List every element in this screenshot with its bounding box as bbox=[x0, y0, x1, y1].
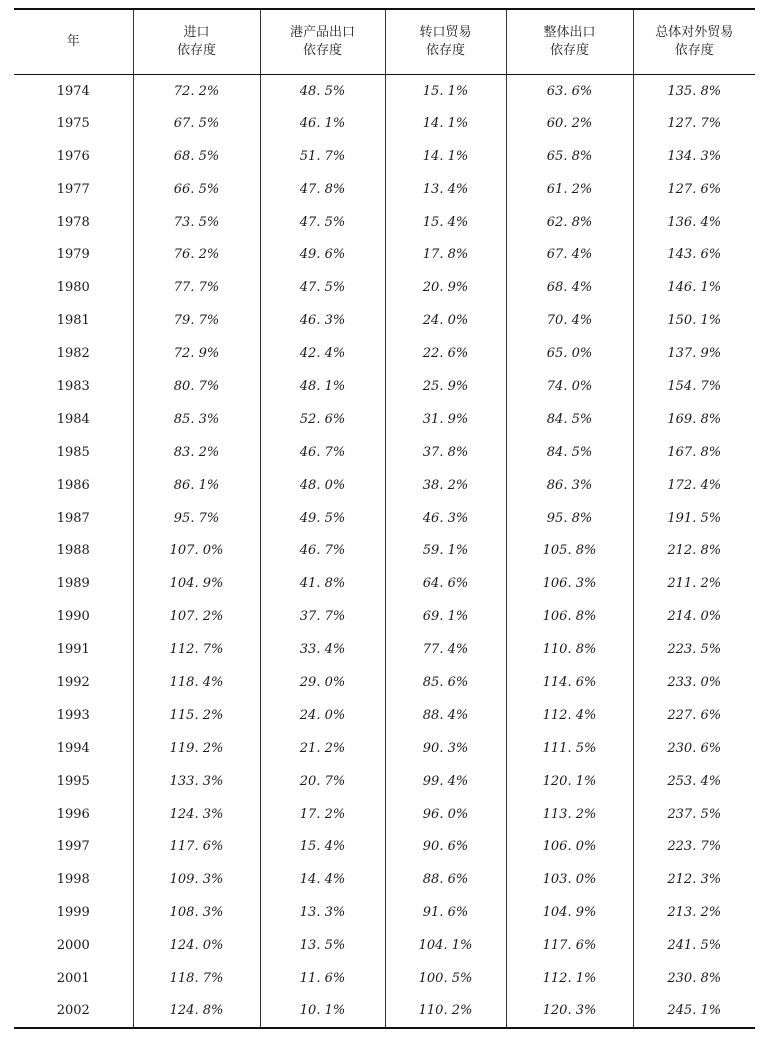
value-cell: 212. 3% bbox=[633, 863, 755, 896]
value-cell: 227. 6% bbox=[633, 699, 755, 732]
value-cell: 51. 7% bbox=[260, 140, 385, 173]
value-cell: 69. 1% bbox=[385, 600, 506, 633]
year-cell: 1975 bbox=[56, 115, 90, 131]
value-cell: 150. 1% bbox=[633, 304, 755, 337]
value-cell: 90. 3% bbox=[385, 732, 506, 765]
value-cell: 230. 6% bbox=[633, 732, 755, 765]
value-cell: 14. 4% bbox=[260, 863, 385, 896]
value-cell: 85. 3% bbox=[133, 403, 260, 436]
value-cell: 76. 2% bbox=[133, 238, 260, 271]
value-cell: 112. 1% bbox=[506, 962, 633, 995]
value-cell: 68. 5% bbox=[133, 140, 260, 173]
value-cell: 237. 5% bbox=[633, 798, 755, 831]
value-cell: 17. 8% bbox=[385, 238, 506, 271]
value-cell: 109. 3% bbox=[133, 863, 260, 896]
value-cell: 169. 8% bbox=[633, 403, 755, 436]
value-cell: 105. 8% bbox=[506, 534, 633, 567]
value-cell: 48. 0% bbox=[260, 469, 385, 502]
value-cell: 84. 5% bbox=[506, 403, 633, 436]
header-total-export-line-2: 依存度 bbox=[549, 42, 589, 58]
value-cell: 66. 5% bbox=[133, 173, 260, 206]
value-cell: 42. 4% bbox=[260, 337, 385, 370]
value-cell: 84. 5% bbox=[506, 436, 633, 469]
table-row bbox=[14, 534, 755, 567]
value-cell: 47. 5% bbox=[260, 271, 385, 304]
value-cell: 15. 4% bbox=[260, 830, 385, 863]
value-cell: 119. 2% bbox=[133, 732, 260, 765]
value-cell: 112. 4% bbox=[506, 699, 633, 732]
value-cell: 52. 6% bbox=[260, 403, 385, 436]
header-import bbox=[133, 9, 260, 74]
table-row bbox=[14, 600, 755, 633]
table-row bbox=[14, 995, 755, 1028]
value-cell: 103. 0% bbox=[506, 863, 633, 896]
value-cell: 104. 1% bbox=[385, 929, 506, 962]
value-cell: 106. 3% bbox=[506, 567, 633, 600]
value-cell: 96. 0% bbox=[385, 798, 506, 831]
value-cell: 74. 0% bbox=[506, 370, 633, 403]
value-cell: 14. 1% bbox=[385, 140, 506, 173]
table-row bbox=[14, 107, 755, 140]
value-cell: 31. 9% bbox=[385, 403, 506, 436]
value-cell: 112. 7% bbox=[133, 633, 260, 666]
value-cell: 86. 3% bbox=[506, 469, 633, 502]
header-total-trade-line-1: 总体对外贸易 bbox=[655, 24, 734, 40]
value-cell: 113. 2% bbox=[506, 798, 633, 831]
value-cell: 223. 7% bbox=[633, 830, 755, 863]
value-cell: 13. 5% bbox=[260, 929, 385, 962]
value-cell: 127. 6% bbox=[633, 173, 755, 206]
year-cell: 1985 bbox=[56, 444, 90, 460]
value-cell: 48. 5% bbox=[260, 74, 385, 107]
table-body bbox=[14, 74, 755, 1028]
value-cell: 211. 2% bbox=[633, 567, 755, 600]
header-reexport bbox=[385, 9, 506, 74]
value-cell: 61. 2% bbox=[506, 173, 633, 206]
value-cell: 11. 6% bbox=[260, 962, 385, 995]
value-cell: 73. 5% bbox=[133, 206, 260, 239]
value-cell: 95. 7% bbox=[133, 502, 260, 535]
header-total-export bbox=[506, 9, 633, 74]
value-cell: 10. 1% bbox=[260, 995, 385, 1028]
value-cell: 191. 5% bbox=[633, 502, 755, 535]
value-cell: 172. 4% bbox=[633, 469, 755, 502]
value-cell: 13. 4% bbox=[385, 173, 506, 206]
value-cell: 63. 6% bbox=[506, 74, 633, 107]
value-cell: 17. 2% bbox=[260, 798, 385, 831]
header-total-export-line-1: 整体出口 bbox=[543, 24, 596, 40]
table-row bbox=[14, 173, 755, 206]
value-cell: 47. 8% bbox=[260, 173, 385, 206]
value-cell: 108. 3% bbox=[133, 896, 260, 929]
value-cell: 120. 3% bbox=[506, 995, 633, 1028]
value-cell: 137. 9% bbox=[633, 337, 755, 370]
header-year bbox=[14, 9, 133, 74]
value-cell: 46. 7% bbox=[260, 436, 385, 469]
table-row bbox=[14, 206, 755, 239]
value-cell: 15. 4% bbox=[385, 206, 506, 239]
year-cell: 1980 bbox=[56, 280, 90, 296]
year-cell: 1991 bbox=[56, 642, 90, 658]
trade-dependence-table bbox=[14, 8, 755, 1029]
value-cell: 146. 1% bbox=[633, 271, 755, 304]
year-cell: 1979 bbox=[56, 247, 90, 263]
header-reexport-line-1: 转口贸易 bbox=[419, 24, 472, 40]
table-row bbox=[14, 337, 755, 370]
value-cell: 127. 7% bbox=[633, 107, 755, 140]
year-cell: 1981 bbox=[56, 313, 90, 329]
year-cell: 1984 bbox=[56, 411, 90, 427]
header-row bbox=[14, 9, 755, 74]
value-cell: 60. 2% bbox=[506, 107, 633, 140]
year-cell: 1993 bbox=[56, 707, 90, 723]
year-cell: 2000 bbox=[56, 938, 90, 954]
year-cell: 1998 bbox=[56, 872, 90, 888]
value-cell: 38. 2% bbox=[385, 469, 506, 502]
table-row bbox=[14, 403, 755, 436]
value-cell: 22. 6% bbox=[385, 337, 506, 370]
year-cell: 1976 bbox=[56, 148, 90, 164]
value-cell: 37. 8% bbox=[385, 436, 506, 469]
header-year-line-1: 年 bbox=[66, 33, 80, 49]
value-cell: 46. 3% bbox=[260, 304, 385, 337]
value-cell: 49. 6% bbox=[260, 238, 385, 271]
value-cell: 107. 2% bbox=[133, 600, 260, 633]
value-cell: 212. 8% bbox=[633, 534, 755, 567]
value-cell: 104. 9% bbox=[133, 567, 260, 600]
year-cell: 1988 bbox=[56, 543, 90, 559]
table-row bbox=[14, 370, 755, 403]
table-row bbox=[14, 798, 755, 831]
value-cell: 46. 7% bbox=[260, 534, 385, 567]
value-cell: 88. 4% bbox=[385, 699, 506, 732]
value-cell: 65. 8% bbox=[506, 140, 633, 173]
value-cell: 86. 1% bbox=[133, 469, 260, 502]
year-cell: 1994 bbox=[56, 740, 90, 756]
table-row bbox=[14, 765, 755, 798]
value-cell: 115. 2% bbox=[133, 699, 260, 732]
value-cell: 70. 4% bbox=[506, 304, 633, 337]
table-row bbox=[14, 140, 755, 173]
value-cell: 213. 2% bbox=[633, 896, 755, 929]
value-cell: 104. 9% bbox=[506, 896, 633, 929]
value-cell: 77. 7% bbox=[133, 271, 260, 304]
header-reexport-line-2: 依存度 bbox=[425, 42, 465, 58]
header-import-line-2: 依存度 bbox=[176, 42, 216, 58]
year-cell: 1987 bbox=[56, 510, 90, 526]
value-cell: 46. 3% bbox=[385, 502, 506, 535]
value-cell: 107. 0% bbox=[133, 534, 260, 567]
value-cell: 245. 1% bbox=[633, 995, 755, 1028]
value-cell: 62. 8% bbox=[506, 206, 633, 239]
value-cell: 91. 6% bbox=[385, 896, 506, 929]
table-row bbox=[14, 732, 755, 765]
table-row bbox=[14, 929, 755, 962]
value-cell: 124. 3% bbox=[133, 798, 260, 831]
value-cell: 24. 0% bbox=[260, 699, 385, 732]
value-cell: 20. 9% bbox=[385, 271, 506, 304]
value-cell: 24. 0% bbox=[385, 304, 506, 337]
value-cell: 46. 1% bbox=[260, 107, 385, 140]
value-cell: 64. 6% bbox=[385, 567, 506, 600]
table-row bbox=[14, 699, 755, 732]
value-cell: 41. 8% bbox=[260, 567, 385, 600]
table-row bbox=[14, 238, 755, 271]
header-domestic-export-line-1: 港产品出口 bbox=[289, 24, 355, 40]
value-cell: 124. 8% bbox=[133, 995, 260, 1028]
year-cell: 1982 bbox=[56, 346, 90, 362]
table-row bbox=[14, 502, 755, 535]
value-cell: 106. 8% bbox=[506, 600, 633, 633]
value-cell: 48. 1% bbox=[260, 370, 385, 403]
table-header bbox=[14, 9, 755, 74]
value-cell: 124. 0% bbox=[133, 929, 260, 962]
header-total-trade-line-2: 依存度 bbox=[674, 42, 714, 58]
table-row bbox=[14, 74, 755, 107]
value-cell: 118. 4% bbox=[133, 666, 260, 699]
value-cell: 68. 4% bbox=[506, 271, 633, 304]
year-cell: 1978 bbox=[56, 214, 90, 230]
value-cell: 25. 9% bbox=[385, 370, 506, 403]
year-cell: 1974 bbox=[56, 84, 90, 100]
table-row bbox=[14, 896, 755, 929]
value-cell: 21. 2% bbox=[260, 732, 385, 765]
value-cell: 65. 0% bbox=[506, 337, 633, 370]
year-cell: 1996 bbox=[56, 806, 90, 822]
value-cell: 111. 5% bbox=[506, 732, 633, 765]
value-cell: 72. 9% bbox=[133, 337, 260, 370]
value-cell: 167. 8% bbox=[633, 436, 755, 469]
value-cell: 106. 0% bbox=[506, 830, 633, 863]
table-row bbox=[14, 271, 755, 304]
header-total-trade bbox=[633, 9, 755, 74]
value-cell: 99. 4% bbox=[385, 765, 506, 798]
year-cell: 1983 bbox=[56, 378, 90, 394]
value-cell: 13. 3% bbox=[260, 896, 385, 929]
value-cell: 80. 7% bbox=[133, 370, 260, 403]
value-cell: 15. 1% bbox=[385, 74, 506, 107]
value-cell: 230. 8% bbox=[633, 962, 755, 995]
value-cell: 143. 6% bbox=[633, 238, 755, 271]
value-cell: 77. 4% bbox=[385, 633, 506, 666]
table-row bbox=[14, 304, 755, 337]
value-cell: 49. 5% bbox=[260, 502, 385, 535]
table-row bbox=[14, 962, 755, 995]
value-cell: 67. 4% bbox=[506, 238, 633, 271]
table-row bbox=[14, 633, 755, 666]
value-cell: 67. 5% bbox=[133, 107, 260, 140]
value-cell: 135. 8% bbox=[633, 74, 755, 107]
header-domestic-export-line-2: 依存度 bbox=[302, 42, 342, 58]
value-cell: 72. 2% bbox=[133, 74, 260, 107]
value-cell: 136. 4% bbox=[633, 206, 755, 239]
value-cell: 59. 1% bbox=[385, 534, 506, 567]
value-cell: 120. 1% bbox=[506, 765, 633, 798]
table-row bbox=[14, 469, 755, 502]
value-cell: 214. 0% bbox=[633, 600, 755, 633]
value-cell: 241. 5% bbox=[633, 929, 755, 962]
value-cell: 88. 6% bbox=[385, 863, 506, 896]
year-cell: 1995 bbox=[56, 773, 90, 789]
value-cell: 14. 1% bbox=[385, 107, 506, 140]
value-cell: 233. 0% bbox=[633, 666, 755, 699]
value-cell: 85. 6% bbox=[385, 666, 506, 699]
value-cell: 253. 4% bbox=[633, 765, 755, 798]
value-cell: 47. 5% bbox=[260, 206, 385, 239]
value-cell: 90. 6% bbox=[385, 830, 506, 863]
value-cell: 154. 7% bbox=[633, 370, 755, 403]
value-cell: 133. 3% bbox=[133, 765, 260, 798]
value-cell: 114. 6% bbox=[506, 666, 633, 699]
header-import-line-1: 进口 bbox=[183, 24, 210, 40]
year-cell: 1997 bbox=[56, 839, 90, 855]
table-row bbox=[14, 567, 755, 600]
value-cell: 100. 5% bbox=[385, 962, 506, 995]
value-cell: 117. 6% bbox=[133, 830, 260, 863]
year-cell: 2002 bbox=[14, 995, 133, 1028]
table-row bbox=[14, 830, 755, 863]
table-row bbox=[14, 863, 755, 896]
table-row bbox=[14, 666, 755, 699]
year-cell: 1977 bbox=[56, 181, 90, 197]
year-cell: 1992 bbox=[56, 674, 90, 690]
year-cell: 2001 bbox=[56, 970, 90, 986]
value-cell: 95. 8% bbox=[506, 502, 633, 535]
year-cell: 1989 bbox=[56, 576, 90, 592]
value-cell: 110. 2% bbox=[385, 995, 506, 1028]
header-domestic-export bbox=[260, 9, 385, 74]
value-cell: 29. 0% bbox=[260, 666, 385, 699]
value-cell: 117. 6% bbox=[506, 929, 633, 962]
table-row bbox=[14, 436, 755, 469]
year-cell: 1986 bbox=[56, 477, 90, 493]
value-cell: 79. 7% bbox=[133, 304, 260, 337]
year-cell: 1999 bbox=[56, 905, 90, 921]
value-cell: 223. 5% bbox=[633, 633, 755, 666]
value-cell: 110. 8% bbox=[506, 633, 633, 666]
value-cell: 118. 7% bbox=[133, 962, 260, 995]
value-cell: 33. 4% bbox=[260, 633, 385, 666]
year-cell: 1990 bbox=[56, 609, 90, 625]
value-cell: 83. 2% bbox=[133, 436, 260, 469]
value-cell: 134. 3% bbox=[633, 140, 755, 173]
value-cell: 20. 7% bbox=[260, 765, 385, 798]
value-cell: 37. 7% bbox=[260, 600, 385, 633]
